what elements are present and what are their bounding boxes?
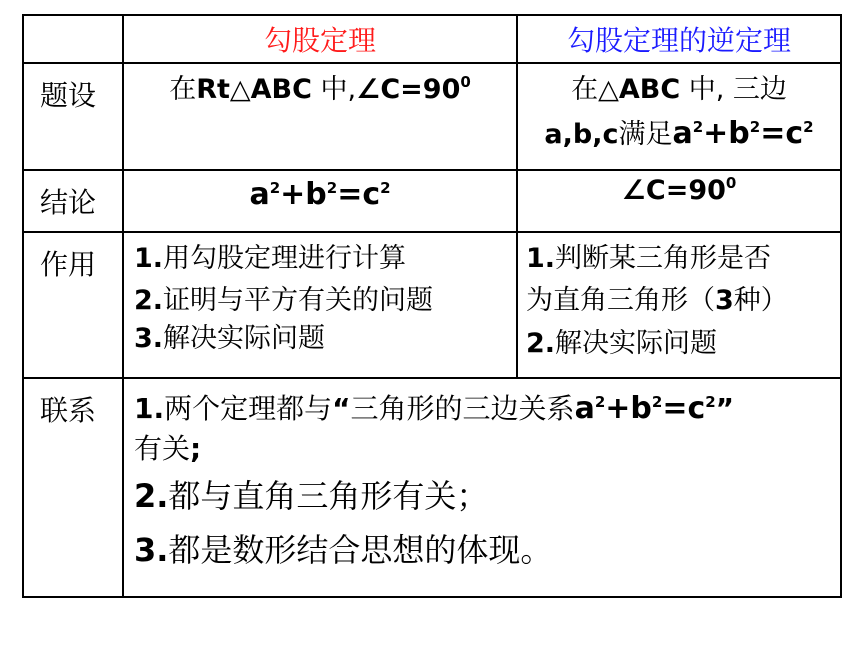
comparison-table [22, 14, 842, 598]
use-left-item: 2.证明与平方有关的问题 [134, 285, 434, 316]
use-right-item: 为直角三角形（3种） [526, 285, 788, 316]
use-right [517, 232, 841, 378]
premise-left: 在Rt△ABC 中$,\angle C=90^0$ [123, 63, 517, 170]
row-premise [23, 63, 841, 170]
relation-content [123, 378, 841, 597]
row-conclusion [23, 170, 841, 232]
relation-line-3: 2.都与直角三角形有关； [134, 477, 489, 515]
use-right-item: 2.解决实际问题 [526, 328, 718, 359]
header-row [23, 15, 841, 63]
row-label-conclusion: 结论 [23, 170, 123, 232]
relation-line-1: 1.两个定理都与“三角形的三边关系$a^2+b^2=c^2$” [134, 391, 735, 426]
header-converse: 勾股定理的逆定理 [517, 15, 841, 63]
use-left-item: 3.解决实际问题 [134, 323, 326, 354]
premise-right: 在△ABC 中, 三边 a,b,c满足$a^2+b^2=c^2$ [517, 63, 841, 170]
row-label-relation: 联系 [23, 378, 123, 597]
use-left [123, 232, 517, 378]
conclusion-left: $a^2+b^2=c^2$ [123, 170, 517, 232]
header-pythagorean: 勾股定理 [123, 15, 517, 63]
conclusion-right: $\angle C=90^0$ [517, 170, 841, 232]
use-right-item: 1.判断某三角形是否 [526, 243, 772, 274]
corner-cell [23, 15, 123, 63]
relation-line-2: 有关; [134, 432, 202, 465]
row-label-use: 作用 [23, 232, 123, 378]
use-left-item: 1.用勾股定理进行计算 [134, 243, 407, 274]
row-label-premise: 题设 [23, 63, 123, 170]
row-relation [23, 378, 841, 597]
relation-line-4: 3.都是数形结合思想的体现。 [134, 531, 553, 569]
row-use [23, 232, 841, 378]
